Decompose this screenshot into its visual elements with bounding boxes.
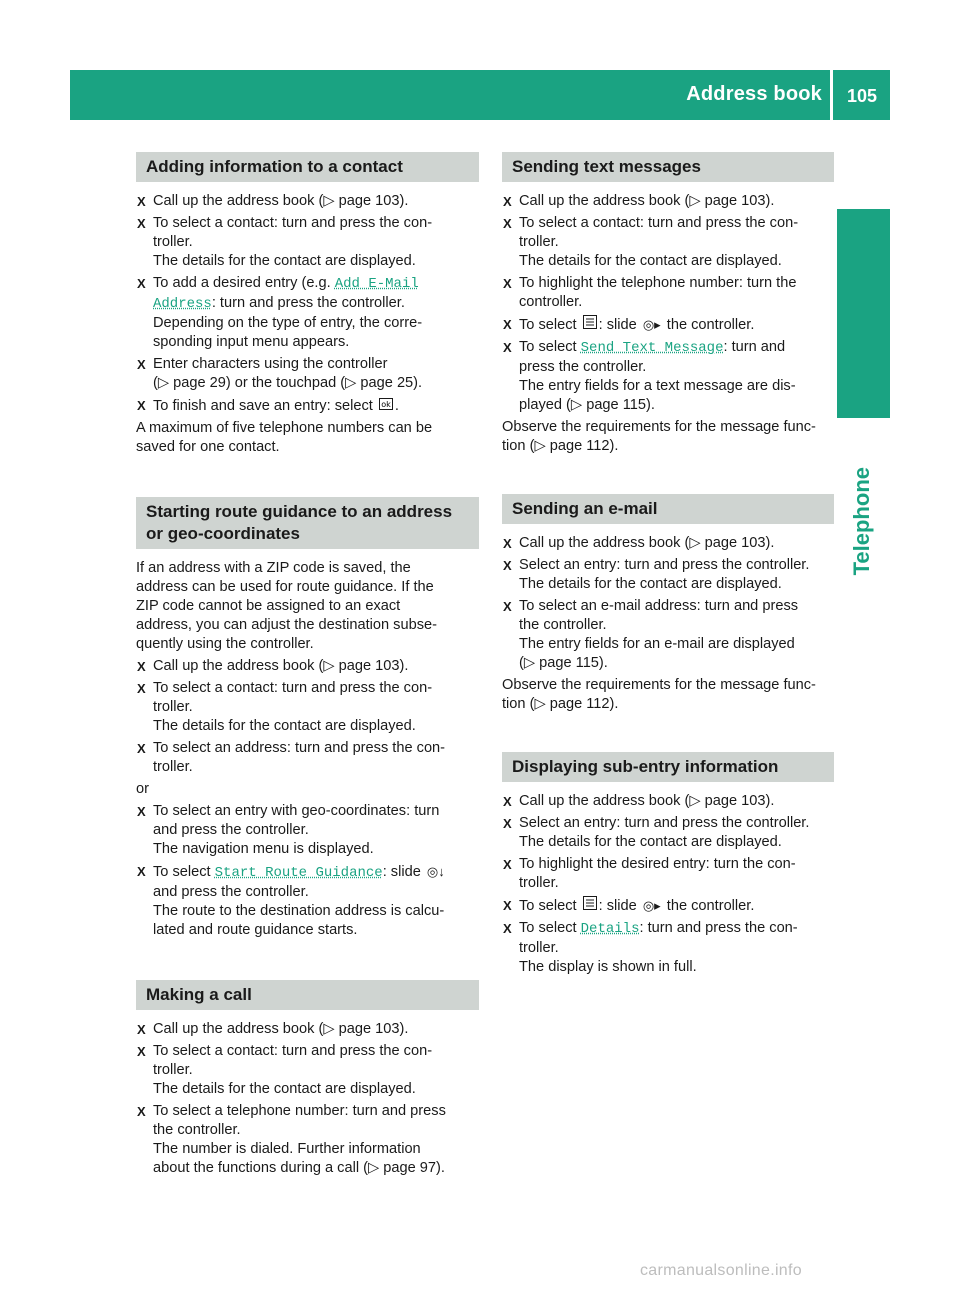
section-heading-email: Sending an e-mail (502, 494, 834, 524)
step-arrow-icon: X (503, 921, 512, 936)
menu-item-send-text-message: Send Text Message (580, 340, 724, 356)
step-arrow-icon: X (137, 1044, 146, 1059)
ok-icon (377, 396, 395, 415)
step-arrow-icon: X (137, 194, 146, 209)
paragraph: Observe the requirements for the message func- tion (▷ page 112). (502, 677, 816, 712)
step-arrow-icon: X (503, 317, 512, 332)
controller-slide-right-icon: ◎▸ (642, 317, 661, 332)
controller-slide-right-icon: ◎▸ (642, 898, 661, 913)
step: X To select an address: turn and press the con- troller. (137, 740, 446, 775)
step: X Call up the address book (▷ page 103). (503, 193, 775, 209)
step-arrow-icon: X (503, 194, 512, 209)
step: X Select an entry: turn and press the controller. The details for the contact are displayed. (503, 557, 810, 592)
left-column (136, 152, 479, 1181)
step-arrow-icon: X (503, 599, 512, 614)
step: X Call up the address book (▷ page 103). (503, 793, 775, 809)
step: X To select a contact: turn and press the con- troller. The details for the contact are displayed. (137, 1043, 433, 1097)
paragraph: A maximum of five telephone numbers can be saved for one contact. (136, 420, 433, 455)
section-heading-call: Making a call (136, 980, 479, 1010)
step: X To select Details: turn and press the con- troller. The display is shown in full. (503, 920, 798, 975)
step: X To select Send Text Message: turn and press the controller. The entry fields for a text message are dis- played (▷ page 115). (503, 339, 796, 413)
step: X To select an e-mail address: turn and press the controller. The entry fields for an e-mail are displayed (▷ page 115). (503, 598, 799, 671)
step: X Call up the address book (▷ page 103). (503, 535, 775, 551)
menu-item-details: Details (580, 921, 640, 937)
menu-item-add-email: Add E-Mail (334, 276, 419, 292)
or-text: or (136, 781, 149, 797)
step: X To highlight the telephone number: turn the controller. (503, 275, 797, 310)
menu-item-start-route-guidance: Start Route Guidance (214, 865, 383, 881)
step: X To select a contact: turn and press the con- troller. The details for the contact are displayed. (137, 215, 433, 269)
step-arrow-icon: X (137, 398, 146, 413)
paragraph: Observe the requirements for the message func- tion (▷ page 112). (502, 419, 816, 454)
step: X To select a contact: turn and press the con- troller. The details for the contact are displayed. (503, 215, 799, 269)
side-tab (837, 209, 890, 418)
step-arrow-icon: X (503, 340, 512, 355)
step: X Select an entry: turn and press the controller. The details for the contact are displayed. (503, 815, 810, 850)
section-heading-adding: Adding information to a contact (136, 152, 479, 182)
step: X To highlight the desired entry: turn the con- troller. (503, 856, 796, 891)
page-title: Address book (686, 83, 822, 105)
step: X To select : slide ◎▸ the controller. (503, 898, 755, 914)
step-arrow-icon: X (503, 857, 512, 872)
step: X To add a desired entry (e.g. Add E-Mail Address: turn and press the controller. Depending on the type of entry, the corre- sponding input menu appears. (137, 275, 423, 350)
page-number: 105 (846, 86, 878, 106)
step-arrow-icon: X (503, 794, 512, 809)
step-arrow-icon: X (137, 741, 146, 756)
step-arrow-icon: X (137, 864, 146, 879)
step-arrow-icon: X (137, 681, 146, 696)
step-arrow-icon: X (503, 276, 512, 291)
step: X To select a telephone number: turn and press the controller. The number is dialed. Further information about the functions during a call (▷ page 97). (137, 1103, 446, 1176)
step: X Call up the address book (▷ page 103). (137, 658, 409, 674)
step-arrow-icon: X (503, 816, 512, 831)
right-column (502, 152, 834, 980)
step: X To select a contact: turn and press the con- troller. The details for the contact are displayed. (137, 680, 433, 734)
step-arrow-icon: X (503, 536, 512, 551)
svg-text:ok: ok (381, 400, 391, 409)
section-heading-route: Starting route guidance to an address or geo-coordinates (136, 497, 479, 549)
step-arrow-icon: X (137, 659, 146, 674)
watermark: carmanualsonline.info (640, 1262, 802, 1279)
paragraph: If an address with a ZIP code is saved, the address can be used for route guidance. If the ZIP code cannot be assigned to an exact address, you can adjust the destination subse- quently using the controller. (136, 560, 437, 652)
step: X Enter characters using the controller (▷ page 29) or the touchpad (▷ page 25). (137, 356, 423, 391)
menu-symbol-icon (581, 896, 599, 915)
step-arrow-icon: X (503, 558, 512, 573)
step: X Call up the address book (▷ page 103). (137, 193, 409, 209)
step: X To select Start Route Guidance: slide ◎↓ and press the controller. The route to the destination address is calcu- lated and route guidance starts. (137, 864, 445, 938)
step-arrow-icon: X (137, 276, 146, 291)
step-arrow-icon: X (137, 1104, 146, 1119)
side-tab-label: Telephone (849, 466, 874, 575)
menu-symbol-icon (581, 315, 599, 334)
step: X To select : slide ◎▸ the controller. (503, 317, 755, 333)
menu-item-address: Address (153, 296, 212, 312)
step-arrow-icon: X (503, 216, 512, 231)
step: X Call up the address book (▷ page 103). (137, 1021, 409, 1037)
section-heading-subentry: Displaying sub-entry information (502, 752, 834, 782)
controller-slide-down-icon: ◎↓ (426, 864, 445, 879)
step-arrow-icon: X (137, 216, 146, 231)
step: X To finish and save an entry: select ok . (137, 398, 399, 414)
header-bar (70, 70, 890, 120)
step: X To select an entry with geo-coordinates: turn and press the controller. The navigation menu is displayed. (137, 803, 440, 857)
step-arrow-icon: X (137, 804, 146, 819)
step-arrow-icon: X (503, 898, 512, 913)
header-divider (830, 70, 833, 120)
step-arrow-icon: X (137, 357, 146, 372)
section-heading-text-messages: Sending text messages (502, 152, 834, 182)
step-arrow-icon: X (137, 1022, 146, 1037)
